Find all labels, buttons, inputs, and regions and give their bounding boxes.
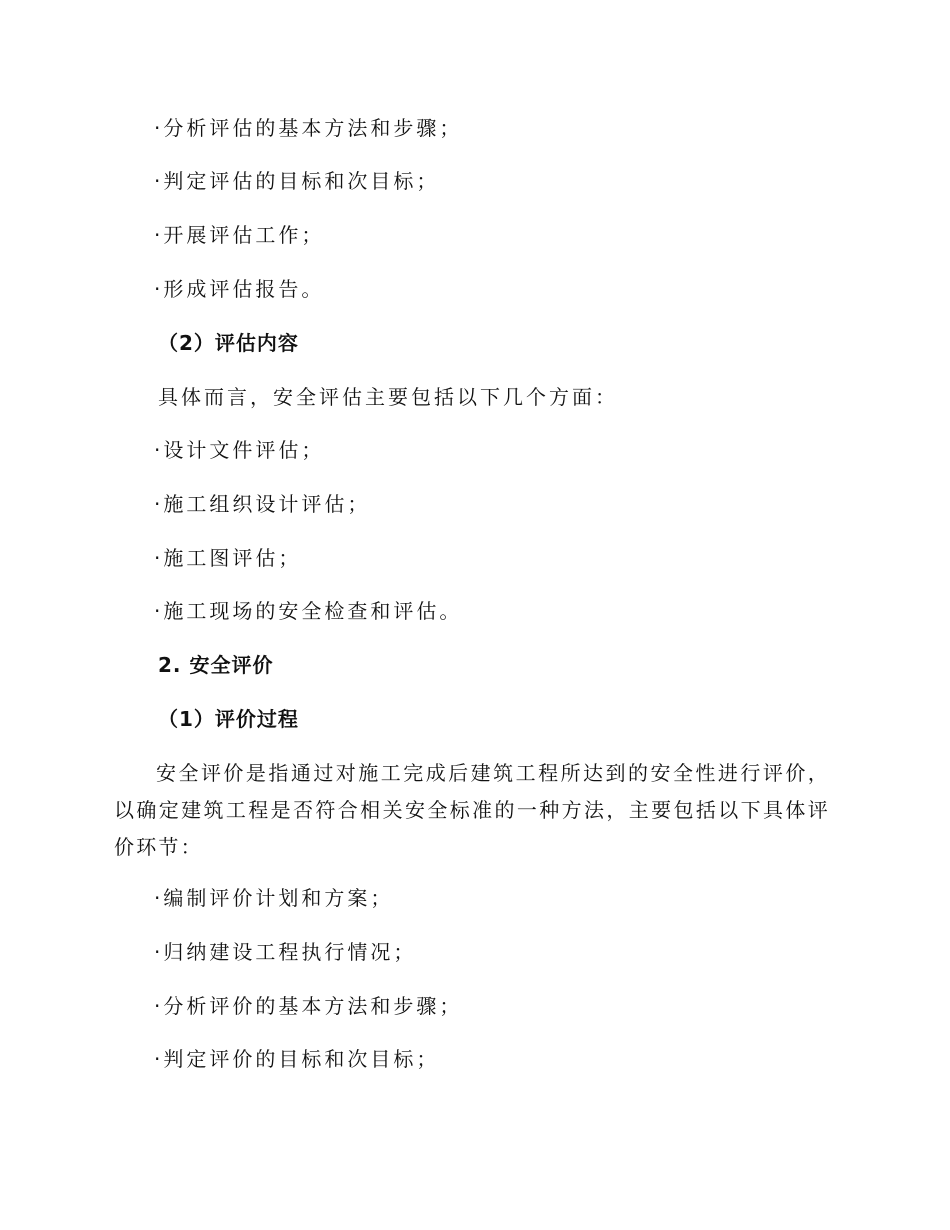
section-heading: （1）评价过程 — [158, 707, 299, 731]
list-item: ·分析评估的基本方法和步骤； — [154, 116, 463, 140]
list-item: ·编制评价计划和方案； — [154, 886, 394, 910]
list-item: ·开展评估工作； — [154, 223, 325, 247]
list-item: ·判定评估的目标和次目标； — [154, 169, 440, 193]
section-heading: （2）评估内容 — [158, 331, 299, 355]
list-item: ·判定评价的目标和次目标； — [154, 1047, 440, 1071]
section-heading: 2. 安全评价 — [158, 653, 274, 677]
list-item: ·施工组织设计评估； — [154, 492, 371, 516]
list-item: ·形成评估报告。 — [154, 277, 325, 301]
paragraph: 安全评价是指通过对施工完成后建筑工程所达到的安全性进行评价，以确定建筑工程是否符合相关安全标准的一种方法，主要包括以下具体评价环节： — [114, 761, 830, 859]
list-item: ·设计文件评估； — [154, 438, 325, 462]
list-item: ·施工图评估； — [154, 546, 302, 570]
list-item: ·施工现场的安全检查和评估。 — [154, 599, 463, 623]
paragraph: 具体而言，安全评估主要包括以下几个方面： — [158, 385, 618, 409]
list-item: ·分析评价的基本方法和步骤； — [154, 994, 463, 1018]
list-item: ·归纳建设工程执行情况； — [154, 940, 417, 964]
